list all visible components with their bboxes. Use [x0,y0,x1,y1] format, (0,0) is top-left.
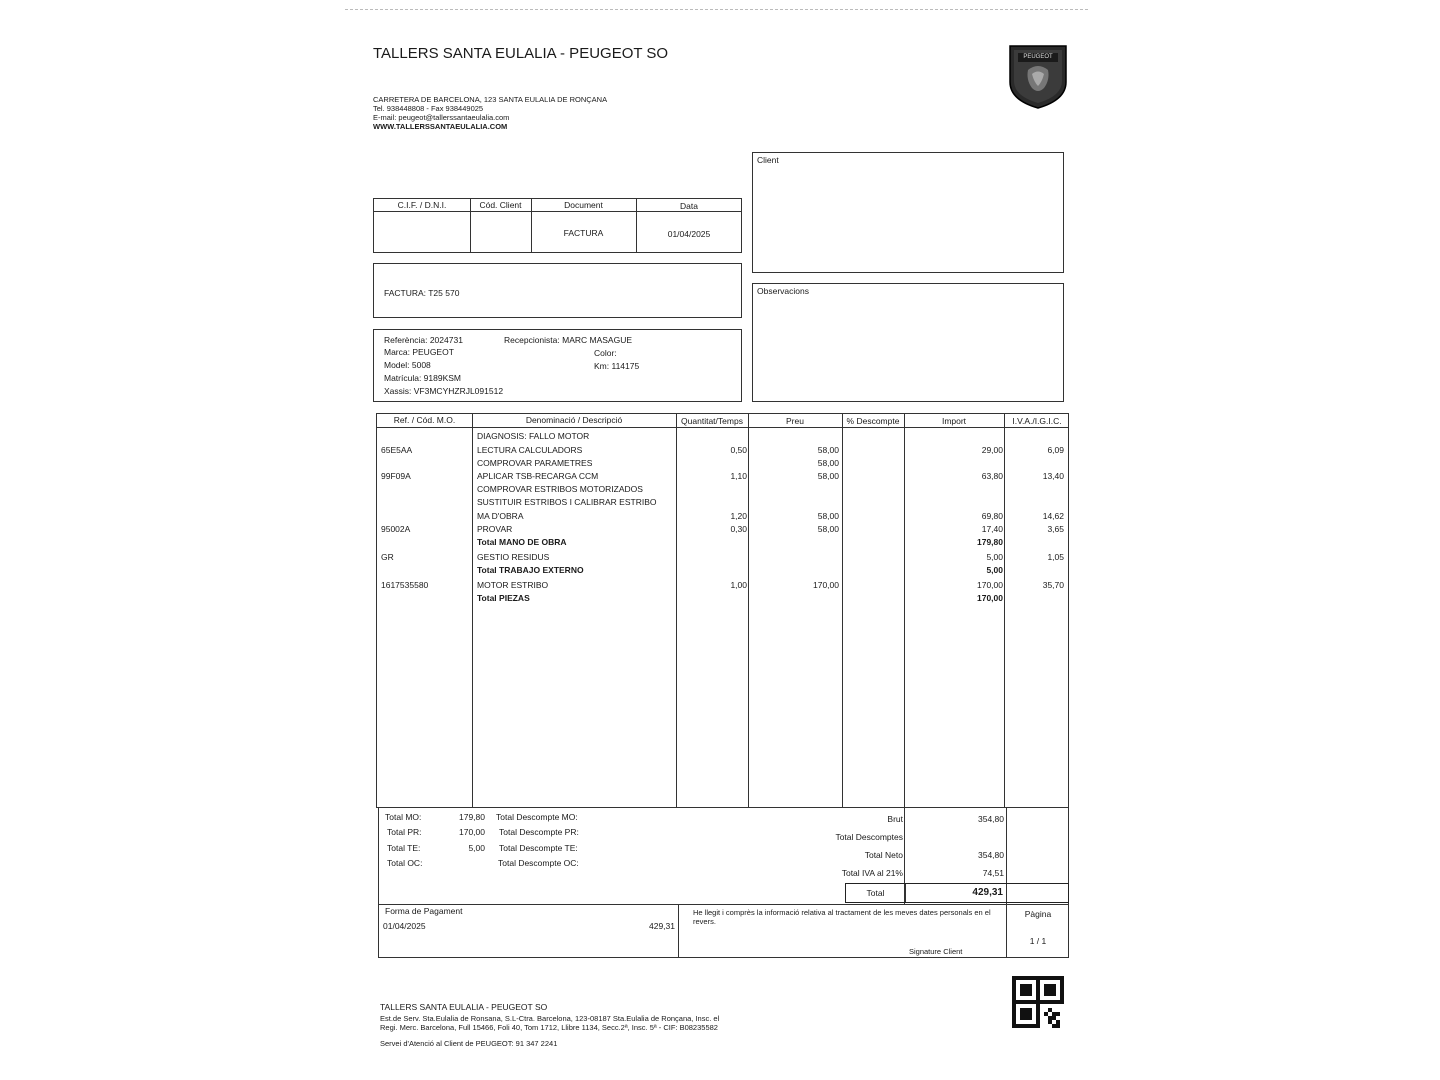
row-description: PROVAR [477,524,513,534]
row-price: 58,00 [817,445,839,455]
row-ref: 1617535580 [381,580,429,590]
row-description: MA D'OBRA [477,511,524,521]
discounts-label: Total Descomptes [835,832,903,842]
vehicle-chassis: Xassis: VF3MCYHZRJL091512 [384,386,504,396]
vehicle-model: Model: 5008 [384,360,431,370]
row-quantity: 0,30 [730,524,747,534]
logo-text: PEUGEOT [1023,54,1053,60]
vat-total-value: 74,51 [982,868,1004,878]
row-description: MOTOR ESTRIBO [477,580,549,590]
table-row [377,592,1068,605]
company-name: TALLERS SANTA EULALIA - PEUGEOT SO [373,45,669,62]
document-value: FACTURA [563,228,604,238]
total-oc-label: Total OC: [387,858,423,868]
grand-total-label: Total [866,888,885,898]
date-header: Data [680,201,698,211]
row-quantity: 1,20 [730,511,747,521]
row-ref: GR [381,552,394,562]
total-discount-mo: Total Descompte MO: [496,812,578,822]
row-vat: 13,40 [1042,471,1064,481]
observations-label: Observacions [757,286,809,296]
table-row [377,523,1068,536]
col-header-ref: Ref. / Cód. M.O. [393,415,456,425]
row-vat: 6,09 [1047,445,1064,455]
row-price: 58,00 [817,511,839,521]
total-mo-label: Total MO: [385,812,422,822]
table-row [377,483,1068,496]
gross-label: Brut [887,814,903,824]
vehicle-brand: Marca: PEUGEOT [384,347,454,357]
row-description: Total TRABAJO EXTERNO [477,565,584,575]
row-description: SUSTITUIR ESTRIBOS I CALIBRAR ESTRIBO [477,497,657,507]
table-row [377,510,1068,523]
table-row [377,579,1068,592]
invoice-number-box [373,263,742,318]
grand-total-value: 429,31 [972,887,1003,898]
row-description: Total PIEZAS [477,593,530,603]
document-info-table [373,198,742,253]
table-row [377,551,1068,564]
row-description: COMPROVAR PARAMETRES [477,458,593,468]
col-header-quantity: Quantitat/Temps [681,416,743,426]
row-ref: 65E5AA [381,445,413,455]
row-price: 58,00 [817,471,839,481]
company-email: E-mail: peugeot@tallerssantaeulalia.com [373,113,510,122]
observations-box [752,283,1064,402]
page-top-edge [345,9,1088,10]
total-pr-value: 170,00 [459,827,485,837]
row-amount: 179,80 [977,537,1003,547]
page-label: Pàgina [1024,909,1052,919]
row-amount: 69,80 [981,511,1003,521]
date-value: 01/04/2025 [667,229,711,239]
client-box [752,152,1064,273]
row-description: GESTIO RESIDUS [477,552,550,562]
client-code-header: Cód. Client [479,200,522,210]
footer-registry-line1: Est.de Serv. Sta.Eulalia de Ronsana, S.L-Ctra. Barcelona, 123-08187 Sta.Eulalia de Ronçana, Insc. el [380,1014,720,1023]
table-row [377,457,1068,470]
total-pr-label: Total PR: [387,827,422,837]
total-discount-te: Total Descompte TE: [499,843,578,853]
row-amount: 170,00 [977,593,1003,603]
grand-total-box [845,883,1069,903]
col-header-price: Preu [786,416,804,426]
client-label: Client [757,155,779,165]
total-discount-pr: Total Descompte PR: [499,827,579,837]
net-value: 354,80 [978,850,1004,860]
col-header-description: Denominació / Descripció [525,415,623,425]
row-quantity: 1,10 [730,471,747,481]
total-mo-value: 179,80 [459,812,485,822]
qr-code-icon [1012,976,1064,1028]
vehicle-receptionist: Recepcionista: MARC MASAGUE [504,335,633,345]
row-price: 58,00 [817,524,839,534]
vehicle-color: Color: [594,348,617,358]
signature-label: Signature Client [909,947,963,956]
line-items-table [376,413,1069,808]
row-description: LECTURA CALCULADORS [477,445,583,455]
vehicle-reference: Referència: 2024731 [384,335,463,345]
row-description: COMPROVAR ESTRIBOS MOTORIZADOS [477,484,643,494]
row-vat: 1,05 [1047,552,1064,562]
vat-total-label: Total IVA al 21% [841,868,903,878]
cif-header: C.I.F. / D.N.I. [397,200,447,210]
row-amount: 63,80 [981,471,1003,481]
payment-box [378,904,1069,958]
total-discount-oc: Total Descompte OC: [498,858,579,868]
row-vat: 3,65 [1047,524,1064,534]
page-number: 1 / 1 [1029,936,1047,946]
row-ref: 95002A [381,524,411,534]
row-description: APLICAR TSB-RECARGA CCM [477,471,599,481]
payment-method-label: Forma de Pagament [385,906,463,916]
row-amount: 5,00 [986,552,1003,562]
privacy-notice: He llegit i comprès la informació relativa al tractament de les meves dates personals en el revers. [693,908,991,926]
col-header-discount: % Descompte [846,416,900,426]
row-quantity: 1,00 [730,580,747,590]
totals-box [378,807,1069,905]
row-description: Total MANO DE OBRA [477,537,567,547]
row-price: 58,00 [817,458,839,468]
gross-value: 354,80 [978,814,1004,824]
company-web: WWW.TALLERSSANTAEULALIA.COM [373,122,508,131]
footer-registry-line2: Regi. Merc. Barcelona, Full 15466, Foli 40, Tom 1712, Llibre 1134, Secc.2ª, Insc. 5ª - CIF: B08235582 [380,1023,718,1032]
table-row [377,470,1068,483]
table-row [377,444,1068,457]
row-amount: 170,00 [977,580,1003,590]
footer-company-name: TALLERS SANTA EULALIA - PEUGEOT SO [380,1002,548,1012]
total-te-value: 5,00 [468,843,485,853]
col-header-amount: Import [941,416,967,426]
company-phone-fax: Tel. 938448808 - Fax 938449025 [373,104,484,113]
vehicle-km: Km: 114175 [594,361,640,371]
table-row [377,564,1068,577]
row-amount: 5,00 [986,565,1003,575]
row-vat: 14,62 [1042,511,1064,521]
vehicle-info-box [373,329,742,402]
row-quantity: 0,50 [730,445,747,455]
table-row [377,496,1068,509]
net-label: Total Neto [864,850,903,860]
line-items-body [377,430,1068,807]
company-address: CARRETERA DE BARCELONA, 123 SANTA EULALIA DE RONÇANA [373,95,608,104]
payment-date: 01/04/2025 [383,921,426,931]
row-description: DIAGNOSIS: FALLO MOTOR [477,431,590,441]
col-header-vat: I.V.A./I.G.I.C. [1012,416,1062,426]
table-row [377,430,1068,443]
row-price: 170,00 [813,580,839,590]
row-amount: 17,40 [981,524,1003,534]
payment-amount: 429,31 [649,921,675,931]
invoice-number: FACTURA: T25 570 [384,288,460,298]
footer-customer-service: Servei d'Atenció al Client de PEUGEOT: 91 347 2241 [380,1039,558,1048]
row-vat: 35,70 [1042,580,1064,590]
peugeot-logo [1006,44,1070,110]
row-ref: 99F09A [381,471,411,481]
table-row [377,536,1068,549]
row-amount: 29,00 [981,445,1003,455]
total-te-label: Total TE: [387,843,421,853]
vehicle-plate: Matrícula: 9189KSM [384,373,462,383]
document-header: Document [564,200,603,210]
